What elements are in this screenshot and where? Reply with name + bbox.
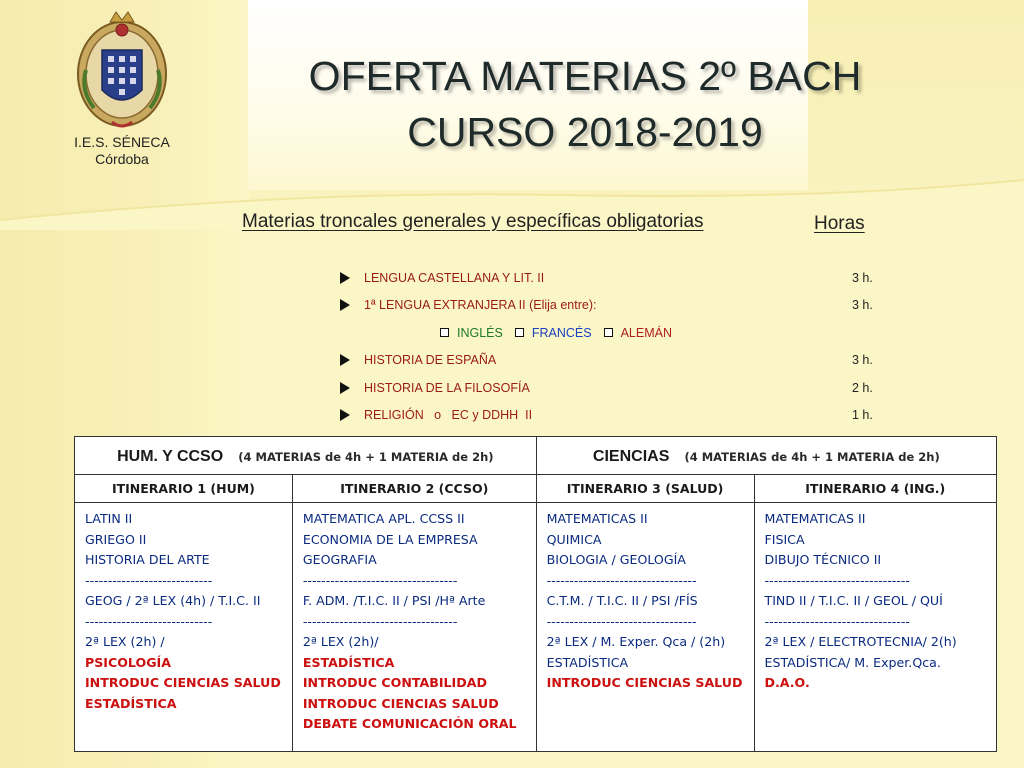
subject-hours: 1 h. (852, 408, 873, 423)
group-note: (4 MATERIAS de 4h + 1 MATERIA de 2h) (238, 449, 494, 464)
group-note: (4 MATERIAS de 4h + 1 MATERIA de 2h) (684, 449, 940, 464)
checkbox-square-icon (515, 328, 524, 337)
section-heading: Materias troncales generales y específicas obligatorias (242, 211, 704, 232)
subject-line: -------------------------------- (764, 572, 910, 588)
optional-subject-line: PSICOLOGÍA (85, 654, 171, 670)
itinerary-header: ITINERARIO 1 (HUM) (75, 475, 293, 503)
itinerary-header: ITINERARIO 4 (ING.) (754, 475, 996, 503)
list-item (340, 374, 880, 402)
group-header-ciencias (536, 437, 996, 475)
subject-line: F. ADM. /T.I.C. II / PSI /Hª Arte (302, 593, 486, 608)
arrow-bullet-icon (340, 272, 350, 284)
subject-line: ---------------------------------- (302, 613, 458, 629)
subject-line: 2ª LEX / ELECTROTECNIA/ 2(h) (764, 634, 957, 649)
subject-line: MATEMATICAS II (764, 511, 866, 526)
language-option (440, 326, 503, 340)
subject-line: GRIEGO II (85, 531, 147, 547)
list-item (340, 402, 880, 430)
arrow-bullet-icon (340, 382, 350, 394)
school-city: Córdoba (95, 151, 149, 167)
subject-line: GEOGRAFIA (302, 552, 377, 567)
language-options (340, 319, 880, 347)
hours-heading: Horas (814, 213, 865, 234)
subject-line: GEOG / 2ª LEX (4h) / T.I.C. II (85, 593, 261, 608)
group-header-hum-ccso (75, 437, 537, 475)
subject-line: ESTADÍSTICA/ M. Exper.Qca. (764, 654, 941, 670)
school-crest-logo (72, 10, 172, 134)
subject-hours: 2 h. (852, 380, 873, 395)
subject-hours: 3 h. (852, 353, 873, 368)
subject-line: HISTORIA DEL ARTE (85, 552, 210, 567)
page-title (255, 48, 915, 160)
group-name: CIENCIAS (592, 447, 670, 465)
subject-line: -------------------------------- (764, 613, 910, 629)
subject-line: ESTADÍSTICA (546, 654, 629, 670)
itinerary-2-subjects (292, 503, 536, 752)
language-label: INGLÉS (457, 325, 503, 340)
arrow-bullet-icon (340, 299, 350, 311)
list-item (340, 347, 880, 375)
language-option (604, 326, 672, 340)
itinerary-1-subjects (75, 503, 293, 752)
subject-line: MATEMATICA APL. CCSS II (302, 511, 465, 526)
subject-line: BIOLOGIA / GEOLOGÍA (546, 552, 686, 567)
optional-subject-line: ESTADÍSTICA (302, 654, 395, 670)
subjects-row (75, 503, 997, 752)
itinerary-header: ITINERARIO 2 (CCSO) (292, 475, 536, 503)
language-option (515, 326, 592, 340)
title-line1: OFERTA MATERIAS 2º BACH (308, 53, 862, 99)
subject-name: LENGUA CASTELLANA Y LIT. II (364, 270, 545, 285)
subject-name: HISTORIA DE ESPAÑA (364, 353, 497, 368)
optional-subject-line: INTRODUC CIENCIAS SALUD (546, 675, 743, 690)
subject-line: 2ª LEX / M. Exper. Qca / (2h) (546, 634, 726, 649)
subject-line: QUIMICA (546, 531, 602, 547)
language-label: ALEMÁN (620, 325, 672, 340)
subject-line: TIND II / T.I.C. II / GEOL / QUÍ (764, 593, 943, 608)
itinerary-header-row (75, 475, 997, 503)
itinerary-4-subjects (754, 503, 996, 752)
subject-line: FISICA (764, 531, 805, 547)
group-name: HUM. Y CCSO (117, 447, 224, 465)
itinerary-header: ITINERARIO 3 (SALUD) (536, 475, 754, 503)
subject-hours: 3 h. (852, 298, 873, 313)
subject-hours: 3 h. (852, 270, 873, 285)
itinerary-3-subjects (536, 503, 754, 752)
subject-line: 2ª LEX (2h)/ (302, 634, 379, 649)
subject-line: ---------------------------- (85, 613, 213, 629)
subject-line: LATIN II (85, 511, 133, 526)
subject-line: ---------------------------------- (302, 572, 458, 588)
optional-subject-line: INTRODUC CIENCIAS SALUD (302, 695, 499, 711)
subject-name: 1ª LENGUA EXTRANJERA II (Elija entre): (364, 298, 597, 313)
optional-subject-line: INTRODUC CONTABILIDAD (302, 675, 487, 690)
optional-subject-line: ESTADÍSTICA (85, 695, 177, 711)
subject-line: --------------------------------- (546, 613, 697, 629)
subject-name: HISTORIA DE LA FILOSOFÍA (364, 380, 530, 395)
language-label: FRANCÉS (531, 325, 592, 340)
subject-line: 2ª LEX (2h) / (85, 634, 165, 649)
core-subjects-list (340, 264, 880, 429)
subject-line: DIBUJO TÉCNICO II (764, 552, 882, 567)
school-name (60, 134, 184, 168)
optional-subject-line: DEBATE COMUNICACIÓN ORAL (302, 716, 517, 731)
optional-subject-line: INTRODUC CIENCIAS SALUD (85, 675, 281, 690)
subject-name: RELIGIÓN o EC y DDHH II (364, 408, 533, 423)
list-item (340, 264, 880, 292)
title-line2: CURSO 2018-2019 (407, 109, 763, 155)
subject-line: ECONOMIA DE LA EMPRESA (302, 531, 478, 547)
subject-line: --------------------------------- (546, 572, 697, 588)
subject-line: ---------------------------- (85, 572, 213, 588)
arrow-bullet-icon (340, 354, 350, 366)
checkbox-square-icon (604, 328, 613, 337)
subject-line: C.T.M. / T.I.C. II / PSI /FÍS (546, 593, 698, 608)
optional-subject-line: D.A.O. (764, 675, 810, 690)
arrow-bullet-icon (340, 409, 350, 421)
subject-line: MATEMATICAS II (546, 511, 648, 526)
list-item (340, 292, 880, 320)
school-name-line1: I.E.S. SÉNECA (74, 134, 170, 150)
group-header-row (75, 437, 997, 475)
checkbox-square-icon (440, 328, 449, 337)
itineraries-table (74, 436, 997, 752)
